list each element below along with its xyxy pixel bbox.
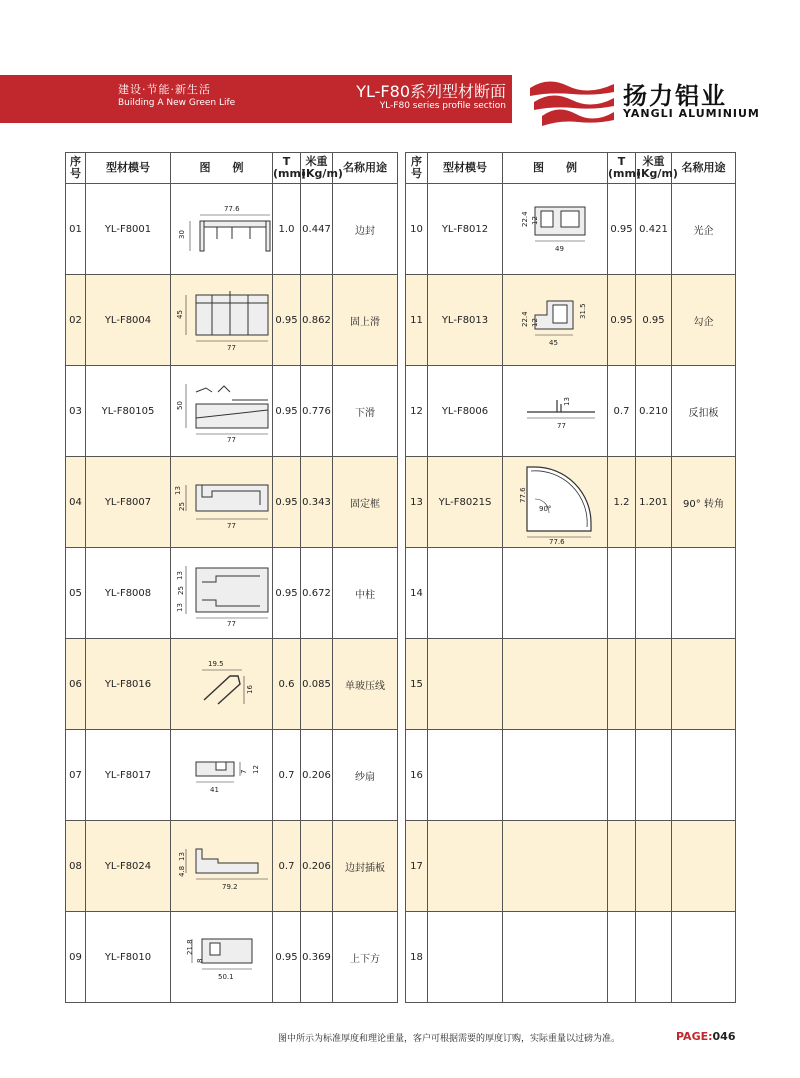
table-row — [406, 912, 736, 1003]
dim-label: 8 — [195, 958, 204, 963]
dim-label: 50.1 — [217, 973, 234, 981]
dim-label: 31.5 — [579, 303, 587, 319]
profile-table-left — [65, 152, 398, 1003]
page-subtitle: YL-F80 series profile section — [379, 101, 506, 111]
row-no: 05 — [66, 548, 86, 639]
dim-label: 4.8 — [177, 865, 186, 877]
profile-figure — [171, 457, 273, 548]
dim-label: 13 — [173, 486, 182, 495]
dim-label: 45 — [549, 339, 558, 347]
row-no: 16 — [406, 730, 428, 821]
row-weight: 0.95 — [636, 275, 672, 366]
row-thickness — [608, 730, 636, 821]
row-weight — [636, 730, 672, 821]
profile-figure — [503, 366, 608, 457]
row-usage: 边封 — [333, 184, 398, 275]
table-row — [406, 275, 736, 366]
row-usage — [672, 548, 736, 639]
dim-label: 41 — [209, 786, 219, 794]
header-figure: 图 例 — [171, 153, 273, 184]
row-thickness — [608, 912, 636, 1003]
header-figure: 图 例 — [503, 153, 608, 184]
row-model: YL-F80105 — [86, 366, 171, 457]
row-usage — [672, 912, 736, 1003]
table-row — [66, 548, 398, 639]
table-header-row — [66, 153, 398, 184]
dim-label: 50 — [175, 401, 184, 410]
row-usage — [672, 639, 736, 730]
dim-label: 21.8 — [185, 939, 194, 955]
row-no: 03 — [66, 366, 86, 457]
table-row — [406, 457, 736, 548]
row-usage — [672, 730, 736, 821]
row-no: 04 — [66, 457, 86, 548]
row-weight — [636, 548, 672, 639]
header-model: 型材模号 — [86, 153, 171, 184]
profile-figure — [503, 639, 608, 730]
brand-name-en: YANGLI ALUMINIUM — [623, 107, 760, 120]
dim-label: 77 — [226, 344, 236, 352]
dim-label: 7 — [239, 769, 248, 774]
row-weight: 0.206 — [301, 821, 333, 912]
row-usage: 90° 转角 — [672, 457, 736, 548]
table-row — [406, 366, 736, 457]
profile-figure — [171, 275, 273, 366]
footer-note: 图中所示为标准厚度和理论重量，客户可根据需要的厚度订购，实际重量以过磅为准。 — [278, 1034, 621, 1044]
brand-logo-icon — [528, 74, 618, 130]
table-row — [66, 639, 398, 730]
profile-figure — [171, 184, 273, 275]
row-no: 08 — [66, 821, 86, 912]
table-row — [66, 366, 398, 457]
dim-label: 90° — [539, 505, 552, 513]
row-usage: 下滑 — [333, 366, 398, 457]
dim-label: 13 — [175, 571, 184, 580]
row-thickness: 0.7 — [608, 366, 636, 457]
page-number — [676, 1030, 735, 1043]
slogan-en: Building A New Green Life — [118, 98, 236, 108]
dim-label: 77 — [226, 620, 236, 628]
row-no: 10 — [406, 184, 428, 275]
row-model — [428, 730, 503, 821]
profile-figure — [503, 184, 608, 275]
profile-table-right — [405, 152, 736, 1003]
profile-figure — [503, 912, 608, 1003]
row-model: YL-F8024 — [86, 821, 171, 912]
row-model — [428, 912, 503, 1003]
row-usage: 中柱 — [333, 548, 398, 639]
row-no: 01 — [66, 184, 86, 275]
dim-label: 13 — [177, 852, 186, 861]
row-usage: 上下方 — [333, 912, 398, 1003]
row-thickness: 0.95 — [608, 275, 636, 366]
row-thickness: 0.7 — [273, 730, 301, 821]
page-title: YL-F80系列型材断面 — [356, 82, 506, 101]
table-row — [406, 184, 736, 275]
dim-label: 77 — [557, 422, 566, 430]
table-header-row — [406, 153, 736, 184]
header-usage: 名称用途 — [672, 153, 736, 184]
row-no: 02 — [66, 275, 86, 366]
row-no: 18 — [406, 912, 428, 1003]
row-model: YL-F8016 — [86, 639, 171, 730]
page-label: PAGE: — [676, 1030, 713, 1043]
dim-label: 77.6 — [223, 205, 240, 213]
header-weight: 米重 (Kg/m) — [636, 153, 672, 184]
row-no: 07 — [66, 730, 86, 821]
row-weight: 0.210 — [636, 366, 672, 457]
dim-label: 49 — [555, 245, 564, 253]
row-model: YL-F8010 — [86, 912, 171, 1003]
row-model: YL-F8021S — [428, 457, 503, 548]
dim-label: 12 — [251, 765, 260, 774]
brand-name-cn: 扬力铝业 — [623, 82, 727, 110]
header-banner — [0, 75, 512, 123]
dim-label: 16 — [245, 685, 254, 694]
dim-label: 22.4 — [521, 311, 529, 327]
dim-label: 19.5 — [207, 660, 224, 668]
header-thickness: T (mm) — [608, 153, 636, 184]
row-usage: 边封插板 — [333, 821, 398, 912]
profile-figure — [171, 912, 273, 1003]
row-usage: 纱扇 — [333, 730, 398, 821]
row-thickness: 0.95 — [273, 457, 301, 548]
profile-figure — [503, 275, 608, 366]
table-row — [66, 730, 398, 821]
row-usage: 勾企 — [672, 275, 736, 366]
row-thickness: 0.95 — [273, 275, 301, 366]
profile-figure — [503, 457, 608, 548]
dim-label: 25 — [177, 502, 186, 511]
table-row — [66, 912, 398, 1003]
row-model — [428, 821, 503, 912]
header-thickness: T (mm) — [273, 153, 301, 184]
dim-label: 77.6 — [549, 538, 565, 545]
row-model: YL-F8001 — [86, 184, 171, 275]
row-thickness: 0.95 — [608, 184, 636, 275]
row-model: YL-F8004 — [86, 275, 171, 366]
row-thickness: 0.95 — [273, 912, 301, 1003]
profile-figure — [171, 366, 273, 457]
dim-label: 79.2 — [221, 883, 238, 891]
row-model: YL-F8006 — [428, 366, 503, 457]
row-weight: 0.206 — [301, 730, 333, 821]
dim-label: 13 — [175, 603, 184, 612]
row-weight: 0.085 — [301, 639, 333, 730]
row-no: 15 — [406, 639, 428, 730]
row-thickness: 0.7 — [273, 821, 301, 912]
row-thickness: 1.0 — [273, 184, 301, 275]
dim-label: 13 — [563, 397, 571, 406]
row-usage: 反扣板 — [672, 366, 736, 457]
row-model: YL-F8008 — [86, 548, 171, 639]
dim-label: 77 — [226, 436, 236, 444]
dim-label: 30 — [177, 230, 186, 239]
row-thickness — [608, 821, 636, 912]
row-model: YL-F8013 — [428, 275, 503, 366]
row-no: 06 — [66, 639, 86, 730]
dim-label: 12 — [531, 318, 539, 327]
header-no: 序号 — [66, 153, 86, 184]
row-no: 12 — [406, 366, 428, 457]
row-usage: 单玻压线 — [333, 639, 398, 730]
row-no: 09 — [66, 912, 86, 1003]
profile-figure — [503, 821, 608, 912]
profile-figure — [503, 548, 608, 639]
row-thickness — [608, 639, 636, 730]
row-thickness: 1.2 — [608, 457, 636, 548]
profile-figure — [503, 730, 608, 821]
slogan-cn: 建设·节能·新生活 — [118, 83, 211, 96]
row-weight: 0.447 — [301, 184, 333, 275]
header-no: 序号 — [406, 153, 428, 184]
row-thickness: 0.6 — [273, 639, 301, 730]
dim-label: 45 — [175, 310, 184, 319]
row-weight — [636, 821, 672, 912]
table-row — [406, 821, 736, 912]
table-row — [66, 821, 398, 912]
table-row — [66, 275, 398, 366]
table-row — [406, 730, 736, 821]
profile-figure — [171, 821, 273, 912]
table-row — [66, 184, 398, 275]
dim-label: 77.6 — [519, 487, 527, 503]
row-no: 11 — [406, 275, 428, 366]
header-usage: 名称用途 — [333, 153, 398, 184]
row-model: YL-F8012 — [428, 184, 503, 275]
profile-figure — [171, 548, 273, 639]
row-model: YL-F8007 — [86, 457, 171, 548]
footer — [0, 1031, 800, 1047]
row-model — [428, 639, 503, 730]
row-weight: 0.776 — [301, 366, 333, 457]
dim-label: 22.4 — [521, 211, 529, 227]
row-weight: 0.369 — [301, 912, 333, 1003]
row-thickness — [608, 548, 636, 639]
row-weight — [636, 912, 672, 1003]
row-thickness: 0.95 — [273, 548, 301, 639]
page-number-value: 046 — [712, 1030, 736, 1043]
dim-label: 25 — [176, 586, 185, 595]
row-weight: 0.343 — [301, 457, 333, 548]
row-usage — [672, 821, 736, 912]
row-weight: 0.862 — [301, 275, 333, 366]
profile-figure — [171, 730, 273, 821]
row-weight: 0.421 — [636, 184, 672, 275]
header-weight: 米重 (Kg/m) — [301, 153, 333, 184]
row-model: YL-F8017 — [86, 730, 171, 821]
row-usage: 固上滑 — [333, 275, 398, 366]
dim-label: 12 — [531, 216, 539, 225]
row-thickness: 0.95 — [273, 366, 301, 457]
row-no: 13 — [406, 457, 428, 548]
row-weight — [636, 639, 672, 730]
row-weight: 1.201 — [636, 457, 672, 548]
row-usage: 固定框 — [333, 457, 398, 548]
row-weight: 0.672 — [301, 548, 333, 639]
profile-figure — [171, 639, 273, 730]
row-usage: 光企 — [672, 184, 736, 275]
row-no: 14 — [406, 548, 428, 639]
table-row — [406, 548, 736, 639]
row-no: 17 — [406, 821, 428, 912]
table-row — [66, 457, 398, 548]
row-model — [428, 548, 503, 639]
header-model: 型材模号 — [428, 153, 503, 184]
dim-label: 77 — [226, 522, 236, 530]
table-row — [406, 639, 736, 730]
